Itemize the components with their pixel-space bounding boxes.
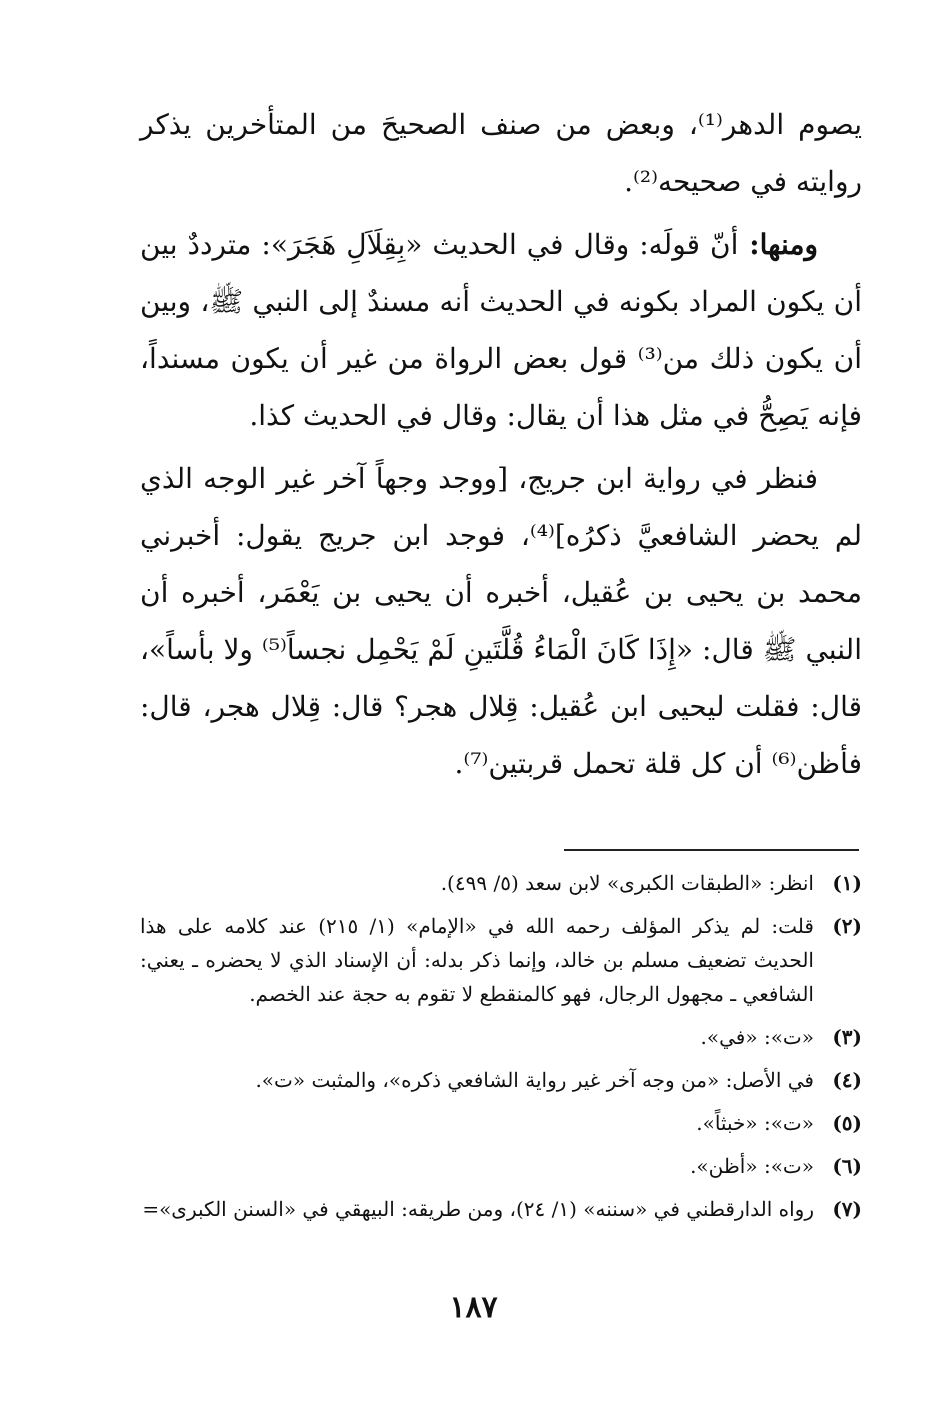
footnote-text: «ت»: «أظن». <box>690 1154 814 1178</box>
footnote-number: (٦) <box>832 1154 862 1178</box>
footnote-number: (١) <box>832 871 862 895</box>
footnote-7 <box>140 1192 862 1226</box>
footnote-divider <box>564 849 859 851</box>
footnote-number: (٥) <box>832 1111 862 1135</box>
footnote-5 <box>140 1106 862 1140</box>
footnote-number: (٤) <box>832 1068 862 1092</box>
footnote-text: رواه الدارقطني في «سننه» (١/ ٢٤)، ومن طريقه: البيهقي في «السنن الكبرى»= <box>142 1197 814 1221</box>
paragraph-2-text: أنّ قولَه: وقال في الحديث «بِقِلَاَلِ هَجَرَ»: مترددٌ بين أن يكون المراد بكونه في الحديث أنه مسندٌ إلى النبي ﷺ، وبين أن يكون ذلك من⁽³⁾ قول بعض الرواة من غير أن يكون مسنداً، فإنه يَصِحُّ في مثل هذا أن يقال: وقال في الحديث كذا. <box>140 228 862 432</box>
page-number: ١٨٧ <box>449 1290 498 1325</box>
footnote-text: «ت»: «في». <box>700 1025 814 1049</box>
footnote-text: في الأصل: «من وجه آخر غير رواية الشافعي ذكره»، والمثبت «ت». <box>255 1068 814 1092</box>
paragraph-2 <box>140 216 862 444</box>
footnote-2 <box>140 909 862 1011</box>
footnote-text: «ت»: «خبثاً». <box>696 1111 814 1135</box>
footnotes-section <box>140 866 862 1235</box>
paragraph-3: فنظر في رواية ابن جريج، [ووجد وجهاً آخر غير الوجه الذي لم يحضر الشافعيَّ ذكرُه]⁽⁴⁾، فوجد ابن جريج يقول: أخبرني محمد بن يحيى بن عُقيل، أخبره أن يحيى بن يَعْمَر، أخبره أن النبي ﷺ قال: «إِذَا كَانَ الْمَاءُ قُلَّتَينِ لَمْ يَحْمِل نجساً⁽⁵⁾ ولا بأساً»، قال: فقلت ليحيى ابن عُقيل: قِلال هجر؟ قال: قِلال هجر، قال: فأظن⁽⁶⁾ أن كل قلة تحمل قربتين⁽⁷⁾. <box>140 462 863 780</box>
footnote-3 <box>140 1020 862 1054</box>
main-text-body <box>140 96 862 798</box>
footnote-number: (٣) <box>832 1025 862 1049</box>
footnote-number: (٢) <box>832 914 862 938</box>
paragraph-1: يصوم الدهر⁽¹⁾، وبعض من صنف الصحيحَ من المتأخرين يذكر روايته في صحيحه⁽²⁾. <box>140 108 863 198</box>
footnote-1 <box>140 866 862 900</box>
footnote-4 <box>140 1063 862 1097</box>
footnote-6 <box>140 1149 862 1183</box>
footnote-text: انظر: «الطبقات الكبرى» لابن سعد (٥/ ٤٩٩). <box>440 871 814 895</box>
footnote-number: (٧) <box>832 1197 862 1221</box>
paragraph-2-lead: ومنها: <box>738 228 818 261</box>
footnote-text: قلت: لم يذكر المؤلف رحمه الله في «الإمام» (١/ ٢١٥) عند كلامه على هذا الحديث تضعيف مسلم بن خالد، وإنما ذكر بدله: أن الإسناد الذي لا يحضره ـ يعني: الشافعي ـ مجهول الرجال، فهو كالمنقطع لا تقوم به حجة عند الخصم. <box>140 914 814 1006</box>
